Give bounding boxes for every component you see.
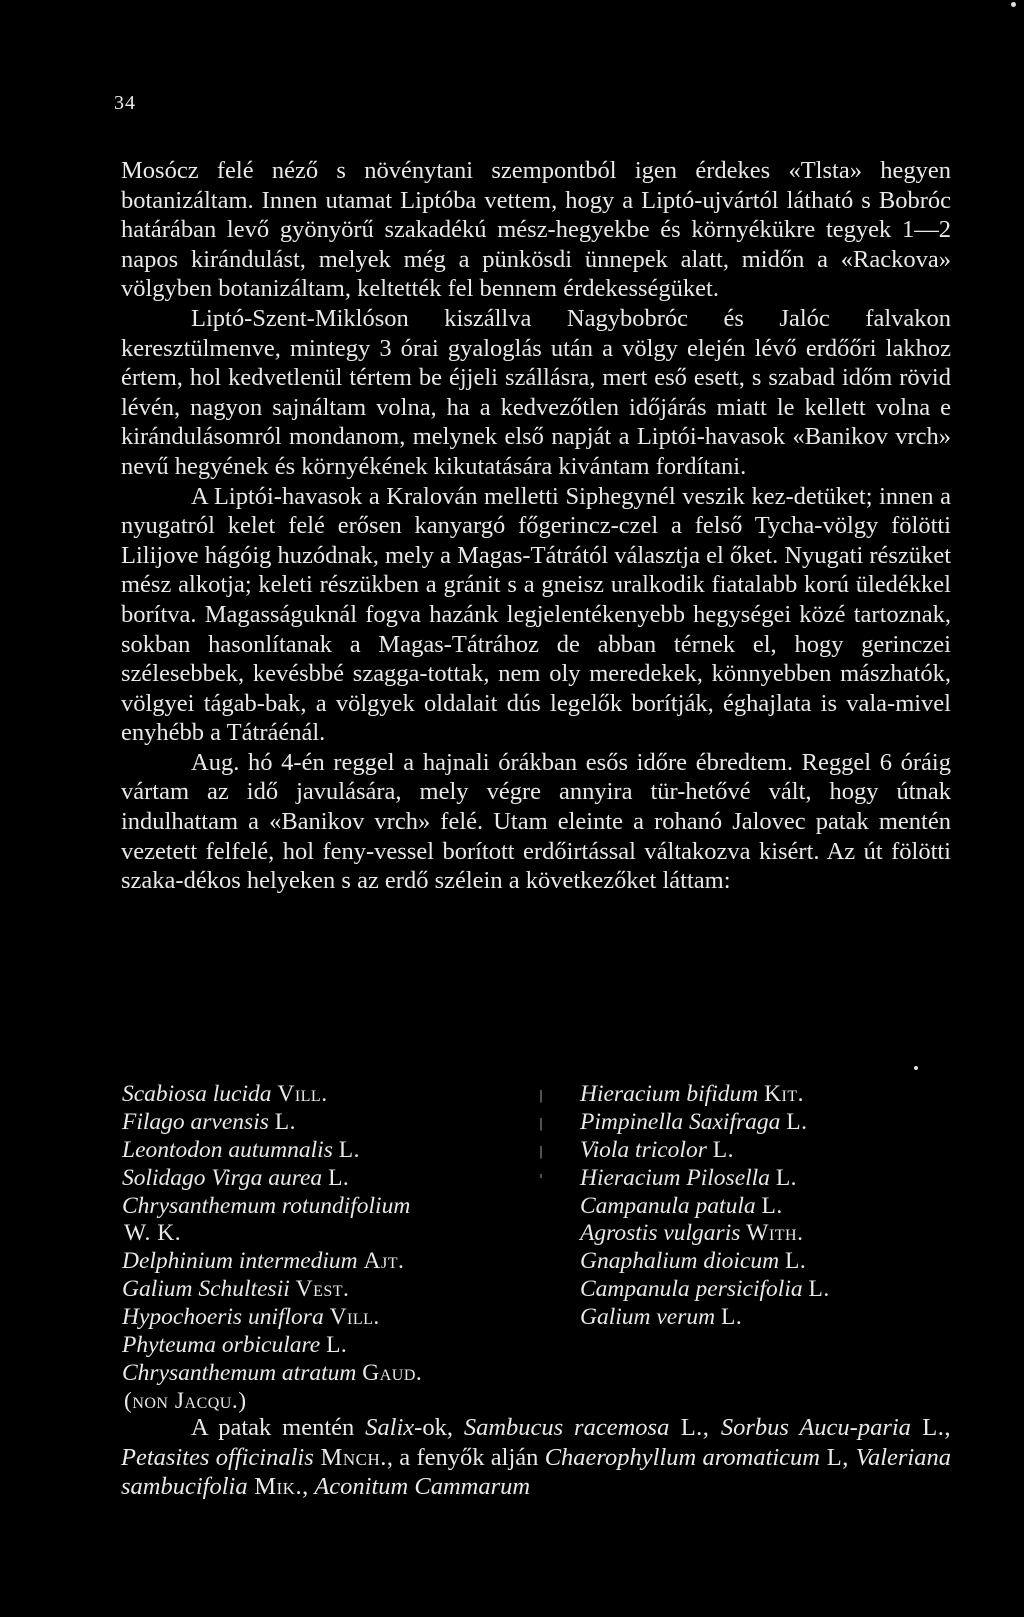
paragraph-5 xyxy=(121,1413,951,1502)
species-author: Vill. xyxy=(277,1081,328,1107)
species-entry xyxy=(122,1332,422,1360)
species-author: L. xyxy=(775,1164,798,1191)
species-name: Chrysanthemum atratum xyxy=(122,1359,357,1386)
species-entry xyxy=(122,1360,422,1388)
species-entry xyxy=(122,1220,422,1248)
species-entry xyxy=(580,1137,830,1165)
species-entry xyxy=(580,1193,830,1221)
species-author: L. xyxy=(784,1248,807,1275)
species-name: Scabiosa lucida xyxy=(122,1081,272,1107)
closing-species: Valeriana sambucifolia xyxy=(121,1443,951,1501)
closing-text: , a fenyők alján xyxy=(386,1443,545,1471)
species-entry xyxy=(122,1304,422,1332)
species-author: L. xyxy=(808,1276,830,1303)
species-entry xyxy=(580,1220,830,1248)
species-author: Vill. xyxy=(329,1304,380,1331)
species-name: Galium Schultesii xyxy=(122,1276,290,1303)
species-name: Hieracium bifidum xyxy=(580,1081,759,1107)
species-author: L. xyxy=(328,1164,350,1191)
species-entry xyxy=(122,1137,422,1165)
species-author: L. xyxy=(274,1108,296,1135)
species-entry xyxy=(580,1248,830,1276)
species-name: Hypochoeris uniflora xyxy=(122,1304,324,1331)
species-entry xyxy=(580,1081,830,1109)
closing-species: Chaerophyllum aromaticum xyxy=(544,1443,821,1471)
closing-text: A patak mentén xyxy=(191,1414,366,1441)
paragraph-1: Mosócz felé néző s növénytani szempontból igen érdekes «Tlsta» hegyen botanizáltam. Innen utamat Liptóba vettem, hogy a Liptó-ujvártól látható s Bobróc határában levő gyönyörű szakadékú mész-hegyekbe és környékükre tegyek 1—2 napos kirándulást, melyek még a pünkösdi ünnepek alatt, midőn a «Rackova» völgyben botanizáltam, keltették fel bennem érdekességüket. xyxy=(121,157,951,303)
closing-paragraph xyxy=(121,1413,951,1502)
species-author: (non Jacqu.) xyxy=(124,1387,247,1414)
closing-author: L., xyxy=(910,1414,952,1441)
species-name: Galium verum xyxy=(580,1304,716,1331)
page-number: 34 xyxy=(114,92,136,114)
species-name: Solidago Virga aurea xyxy=(122,1164,323,1191)
species-entry xyxy=(122,1276,422,1304)
species-name: Hieracium Pilosella xyxy=(580,1164,770,1191)
paragraph-4: Aug. hó 4-én reggel a hajnali órákban esős időre ébredtem. Reggel 6 óráig vártam az idő javulására, mely végre annyira tür-hetővé vált, hogy útnak indulhattam a «Banikov vrch» felé. Utam eleinte a rohanó Jalovec patak mentén vezetett felfelé, hol feny-vessel borított erdőirtással váltakozva kisért. Az út fölötti szaka-dékos helyeken s az erdő szélein a következőket láttam: xyxy=(121,748,951,895)
species-entry xyxy=(580,1165,830,1193)
closing-author: Mik. xyxy=(247,1473,303,1501)
species-entry xyxy=(122,1165,422,1193)
closing-species: Salix xyxy=(365,1414,415,1441)
closing-author: L, xyxy=(820,1443,856,1471)
closing-species: Sambucus racemosa xyxy=(463,1414,670,1441)
species-entry xyxy=(122,1248,422,1276)
species-name: Leontodon autumnalis xyxy=(122,1136,333,1163)
species-author: Kit. xyxy=(764,1081,805,1107)
species-entry xyxy=(122,1109,422,1137)
species-author: L. xyxy=(761,1192,783,1219)
species-author: Vest. xyxy=(295,1276,350,1303)
species-author: W. K. xyxy=(124,1220,182,1247)
paragraph-2: Liptó-Szent-Miklóson kiszállva Nagybobróc és Jalóc falvakon keresztülmenve, mintegy 3 órai gyaloglás után a völgy elején lévő erdőőri lakhoz értem, hol kedvetlenül tértem be éjjeli szállásra, mert eső esett, s szabad időm rövid lévén, nagyon sajnáltam volna, ha a kedvezőtlen időjárás miatt le kellett volna e kirándulásomról mondanom, melynek első napját a Liptói-havasok «Banikov vrch» nevű hegyének és környékének kikutatására kivántam fordítani. xyxy=(121,304,951,480)
species-entry xyxy=(580,1109,830,1137)
species-name: Campanula persicifolia xyxy=(580,1276,803,1303)
closing-species: Petasites officinalis xyxy=(121,1443,314,1471)
species-name: Campanula patula xyxy=(580,1192,756,1219)
closing-species: Sorbus Aucu-paria xyxy=(720,1414,911,1441)
species-author: L. xyxy=(338,1136,360,1163)
column-divider xyxy=(540,1090,542,1178)
species-author: Gaud. xyxy=(362,1359,423,1386)
species-author: Ajt. xyxy=(363,1248,405,1275)
closing-author: Mnch. xyxy=(313,1443,387,1471)
paragraph-3: A Liptói-havasok a Kralován melletti Siphegynél veszik kez-detüket; innen a nyugatról kelet felé erősen kanyargó főgerincz-czel a felső Tycha-völgy fölötti Lilijove hágóig huzódnak, mely a Magas-Tátrától választja el őket. Nyugati részüket mész alkotja; keleti részükben a gránit s a gneisz uralkodik fiatalabb korú üledékkel borítva. Magasságuknál fogva hazánk legjelentékenyebb hegységei közé tartoznak, sokban hasonlítanak a Magas-Tátrához de abban térnek el, hogy gerinczei szélesebbek, kevésbbé szagga-tottak, nem oly meredekek, könnyebben mászhatók, völgyei tágab-bak, a völgyek oldalait dús legelők borítják, éghajlata is vala-mivel enyhébb a Tátráénál. xyxy=(121,482,951,747)
species-list-right xyxy=(580,1081,830,1332)
species-entry xyxy=(122,1193,422,1221)
species-author: L. xyxy=(786,1108,808,1135)
species-name: Viola tricolor xyxy=(580,1136,707,1163)
scan-artifact-mark xyxy=(1011,2,1016,7)
species-entry xyxy=(580,1304,830,1332)
species-name: Gnaphalium dioicum xyxy=(580,1248,780,1275)
species-entry xyxy=(122,1388,422,1416)
closing-text: , xyxy=(302,1473,315,1501)
species-name: Filago arvensis xyxy=(122,1108,269,1135)
closing-text: -ok, xyxy=(414,1414,464,1441)
species-author: L. xyxy=(712,1136,734,1163)
species-author: L. xyxy=(720,1304,743,1331)
margin-dot xyxy=(914,1066,918,1070)
closing-author: L., xyxy=(669,1414,721,1441)
species-author: L. xyxy=(326,1332,348,1359)
body-text xyxy=(121,156,951,896)
species-name: Delphinium intermedium xyxy=(122,1248,358,1275)
species-entry xyxy=(580,1276,830,1304)
species-name: Agrostis vulgaris xyxy=(580,1220,741,1247)
species-name: Chrysanthemum rotundifolium xyxy=(122,1192,411,1219)
species-entry xyxy=(122,1081,422,1109)
species-name: Phyteuma orbiculare xyxy=(122,1332,321,1359)
species-list-left xyxy=(122,1081,422,1416)
species-name: Pimpinella Saxifraga xyxy=(580,1108,781,1135)
closing-species: Aconitum Cammarum xyxy=(314,1473,531,1501)
species-author: With. xyxy=(746,1220,804,1247)
